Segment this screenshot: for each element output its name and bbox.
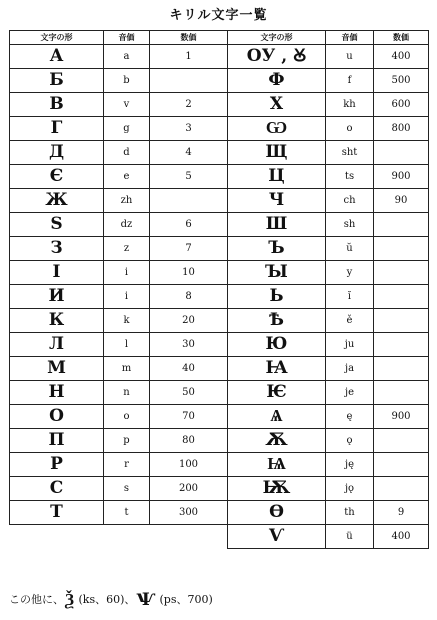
left-sound: k [104, 309, 150, 333]
left-number: 70 [150, 405, 228, 429]
left-glyph: З [10, 237, 104, 261]
right-number: 900 [374, 165, 429, 189]
left-glyph: И [10, 285, 104, 309]
left-sound: m [104, 357, 150, 381]
table-row [10, 165, 429, 189]
left-sound: p [104, 429, 150, 453]
left-glyph: А [10, 45, 104, 69]
right-glyph: Ѣ [228, 309, 326, 333]
left-glyph: Ѕ [10, 213, 104, 237]
header-number-left: 数価 [150, 31, 228, 45]
right-number [374, 285, 429, 309]
header-sound-right: 音価 [326, 31, 374, 45]
right-sound: ję [326, 453, 374, 477]
left-sound: r [104, 453, 150, 477]
left-sound: a [104, 45, 150, 69]
table-row [10, 405, 429, 429]
right-sound: th [326, 501, 374, 525]
table-row [10, 309, 429, 333]
left-glyph: М [10, 357, 104, 381]
left-glyph: В [10, 93, 104, 117]
right-sound: sh [326, 213, 374, 237]
left-sound: i [104, 261, 150, 285]
left-number: 30 [150, 333, 228, 357]
left-number: 80 [150, 429, 228, 453]
left-number: 2 [150, 93, 228, 117]
footnote-glyph-ks: Ѯ [65, 590, 74, 610]
left-number: 3 [150, 117, 228, 141]
table-row [10, 501, 429, 525]
right-number: 400 [374, 525, 429, 549]
table-row [10, 381, 429, 405]
left-number: 100 [150, 453, 228, 477]
left-sound: zh [104, 189, 150, 213]
left-sound: o [104, 405, 150, 429]
right-glyph: Ѡ [228, 117, 326, 141]
table-row [10, 213, 429, 237]
table-row [10, 117, 429, 141]
left-number: 5 [150, 165, 228, 189]
right-number [374, 429, 429, 453]
right-sound: o [326, 117, 374, 141]
right-number [374, 141, 429, 165]
right-number: 500 [374, 69, 429, 93]
left-sound: i [104, 285, 150, 309]
right-sound: ja [326, 357, 374, 381]
right-glyph: Ꙗ [228, 357, 326, 381]
left-number [150, 69, 228, 93]
left-glyph: П [10, 429, 104, 453]
table-row [10, 477, 429, 501]
left-glyph: Б [10, 69, 104, 93]
left-glyph: Н [10, 381, 104, 405]
left-glyph: Л [10, 333, 104, 357]
table-row [10, 93, 429, 117]
left-number [150, 189, 228, 213]
right-number: 800 [374, 117, 429, 141]
right-sound: kh [326, 93, 374, 117]
left-glyph: Г [10, 117, 104, 141]
footnote-prefix: この他に、 [9, 593, 64, 606]
right-number [374, 381, 429, 405]
left-sound: b [104, 69, 150, 93]
header-glyph-left: 文字の形 [10, 31, 104, 45]
right-sound: je [326, 381, 374, 405]
table-row [10, 285, 429, 309]
header-number-right: 数価 [374, 31, 429, 45]
right-number: 900 [374, 405, 429, 429]
right-number: 400 [374, 45, 429, 69]
left-number: 6 [150, 213, 228, 237]
right-sound: sht [326, 141, 374, 165]
right-glyph: Ѫ [228, 429, 326, 453]
right-sound: ǫ [326, 429, 374, 453]
left-sound: v [104, 93, 150, 117]
table-row [10, 141, 429, 165]
table-header-row [10, 31, 429, 45]
left-glyph: О [10, 405, 104, 429]
header-glyph-right: 文字の形 [228, 31, 326, 45]
left-number: 300 [150, 501, 228, 525]
right-glyph: Щ [228, 141, 326, 165]
right-number [374, 477, 429, 501]
right-number [374, 237, 429, 261]
left-glyph: Р [10, 453, 104, 477]
left-number: 8 [150, 285, 228, 309]
right-number [374, 453, 429, 477]
left-sound: n [104, 381, 150, 405]
left-sound: d [104, 141, 150, 165]
right-number: 9 [374, 501, 429, 525]
right-sound: f [326, 69, 374, 93]
right-number [374, 213, 429, 237]
right-glyph: Ѩ [228, 453, 326, 477]
left-glyph: К [10, 309, 104, 333]
footnote-value-ks: (ks、60) [78, 593, 125, 606]
left-sound: dz [104, 213, 150, 237]
table-row [10, 69, 429, 93]
right-number: 90 [374, 189, 429, 213]
table-row [10, 453, 429, 477]
right-glyph: Ѥ [228, 381, 326, 405]
left-number: 200 [150, 477, 228, 501]
right-number: 600 [374, 93, 429, 117]
empty-cell [10, 525, 104, 549]
right-glyph: Ь [228, 285, 326, 309]
right-glyph: ОУ , Ꙋ [228, 45, 326, 69]
footnote [9, 590, 213, 610]
page-title: キリル文字一覧 [169, 8, 268, 23]
left-number: 10 [150, 261, 228, 285]
table-row [10, 237, 429, 261]
right-sound: ts [326, 165, 374, 189]
right-sound: ü [326, 525, 374, 549]
right-sound: jǫ [326, 477, 374, 501]
left-sound: s [104, 477, 150, 501]
table-row [10, 357, 429, 381]
right-sound: u [326, 45, 374, 69]
left-sound: z [104, 237, 150, 261]
right-sound: y [326, 261, 374, 285]
right-glyph: Ч [228, 189, 326, 213]
left-sound: g [104, 117, 150, 141]
left-sound: t [104, 501, 150, 525]
table-row [10, 261, 429, 285]
right-glyph: Ѧ [228, 405, 326, 429]
right-glyph: Ш [228, 213, 326, 237]
right-number [374, 261, 429, 285]
left-sound: e [104, 165, 150, 189]
left-number: 40 [150, 357, 228, 381]
header-sound-left: 音価 [104, 31, 150, 45]
left-number: 4 [150, 141, 228, 165]
table-row [10, 45, 429, 69]
right-glyph: Ъ [228, 237, 326, 261]
right-number [374, 333, 429, 357]
right-glyph: Х [228, 93, 326, 117]
right-number [374, 309, 429, 333]
left-number: 50 [150, 381, 228, 405]
right-glyph: Ꙑ [228, 261, 326, 285]
left-glyph: І [10, 261, 104, 285]
right-glyph: Ѭ [228, 477, 326, 501]
left-glyph: Є [10, 165, 104, 189]
footnote-glyph-ps: Ѱ [136, 590, 156, 610]
right-sound: ě [326, 309, 374, 333]
left-glyph: С [10, 477, 104, 501]
right-glyph: Ѵ [228, 525, 326, 549]
left-number: 20 [150, 309, 228, 333]
empty-cell [104, 525, 150, 549]
left-sound: l [104, 333, 150, 357]
right-sound: ch [326, 189, 374, 213]
table-row [10, 189, 429, 213]
footnote-separator: 、 [124, 593, 136, 606]
right-glyph: Ѳ [228, 501, 326, 525]
right-glyph: Ф [228, 69, 326, 93]
table-row [10, 333, 429, 357]
left-glyph: Д [10, 141, 104, 165]
right-glyph: Ц [228, 165, 326, 189]
left-glyph: Ж [10, 189, 104, 213]
left-number: 7 [150, 237, 228, 261]
footnote-value-ps: (ps、700) [159, 593, 213, 606]
table-row [10, 525, 429, 549]
cyrillic-table [9, 30, 429, 549]
right-number [374, 357, 429, 381]
table-row [10, 429, 429, 453]
left-glyph: Т [10, 501, 104, 525]
left-number: 1 [150, 45, 228, 69]
right-sound: ju [326, 333, 374, 357]
right-sound: ę [326, 405, 374, 429]
right-glyph: Ю [228, 333, 326, 357]
right-sound: ŭ [326, 237, 374, 261]
right-sound: ĭ [326, 285, 374, 309]
empty-cell [150, 525, 228, 549]
